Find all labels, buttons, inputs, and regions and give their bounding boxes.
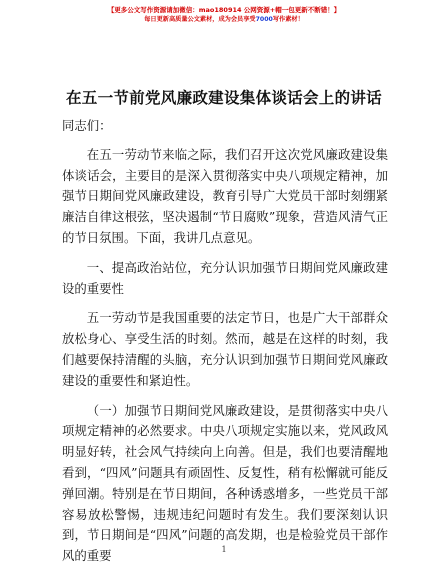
header-banner xyxy=(0,6,448,24)
document-body xyxy=(62,116,388,567)
banner-line-2-red: 每日更新高质量公文素材，成为会员享受 xyxy=(144,16,256,23)
banner-line-2-tail: 写作素材！ xyxy=(272,16,304,23)
document-title: 在五一节前党风廉政建设集体谈话会上的讲话 xyxy=(65,89,382,107)
section-heading-1: 一、提高政治站位，充分认识加强节日期间党风廉政建设的重要性 xyxy=(62,259,388,296)
greeting: 同志们： xyxy=(62,118,112,133)
paragraph-intro: 在五一劳动节来临之际，我们召开这次党风廉政建设集体谈话会，主要目的是深入贯彻落实中央八项规定精神，加强节日期间党风廉政建设，教育引导广大党员干部时刻绷紧廉洁自律这根弦，坚决遏制“节日腐败”现象，营造风清气正的节日氛围。下面，我讲几点意见。 xyxy=(62,146,388,245)
paragraph-2: 五一劳动节是我国重要的法定节日，也是广大干部群众放松身心、享受生活的时刻。然而，越是在这样的时刻，我们越要保持清醒的头脑，充分认识到加强节日期间党风廉政建设的重要性和紧迫性。 xyxy=(62,310,388,388)
banner-line-1: 【更多公文写作资源请加微信：mao180914 公网资源+帽一包更新不断错！】 xyxy=(107,6,341,14)
paragraph-3: （一）加强节日期间党风廉政建设，是贯彻落实中央八项规定精神的必然要求。中央八项规定实施以来，党风政风明显好转，社会风气持续向上向善。但是，我们也要清醒地看到，“四风”问题具有顽固性、反复性，稍有松懈就可能反弹回潮。特别是在节日期间，各种诱惑增多，一些党员干部容易放松警惕，违规违纪问题时有发生。我们要深刻认识到，节日期间是“四风”问题的高发期，也是检验党员干部作风的重要 xyxy=(62,402,388,564)
banner-line-2-blue: 7000 xyxy=(255,16,273,23)
page-number: 1 xyxy=(221,545,227,554)
banner-line-2 xyxy=(0,15,448,24)
